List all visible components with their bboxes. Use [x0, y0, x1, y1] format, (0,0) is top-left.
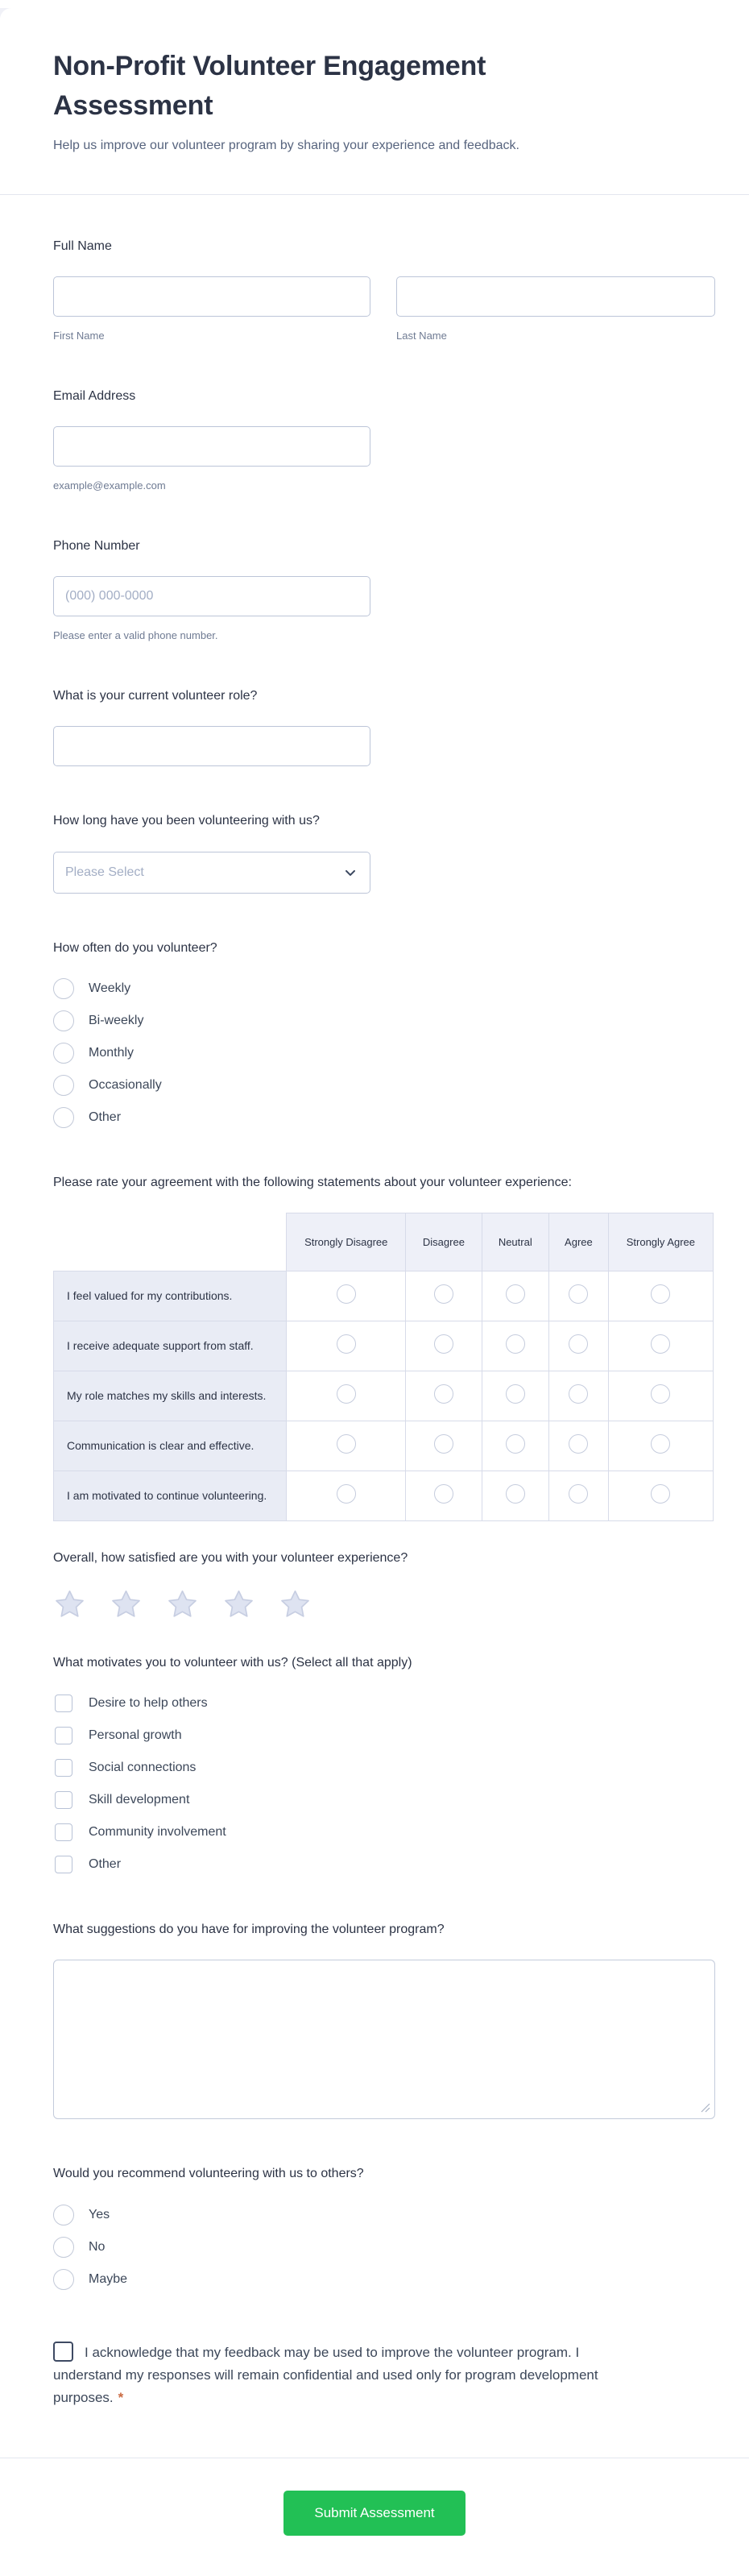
motivation-option-help-others[interactable]: [53, 1693, 715, 1714]
form-card: [0, 8, 749, 2576]
checkbox-icon[interactable]: [55, 1823, 72, 1841]
question-acknowledgement: [53, 2342, 609, 2409]
matrix-cell[interactable]: [482, 1271, 549, 1321]
tenure-label: How long have you been volunteering with us?: [53, 814, 320, 828]
option-label: Bi-weekly: [89, 1013, 144, 1027]
frequency-label: How often do you volunteer?: [53, 940, 217, 955]
star-icon[interactable]: [110, 1588, 143, 1621]
full-name-label: Full Name: [53, 239, 112, 253]
matrix-cell[interactable]: [482, 1371, 549, 1421]
radio-icon[interactable]: [434, 1384, 453, 1404]
option-label: Weekly: [89, 981, 131, 995]
first-name-input[interactable]: [53, 276, 370, 317]
matrix-cell[interactable]: [608, 1321, 713, 1371]
matrix-cell[interactable]: [549, 1421, 609, 1471]
motivation-options: [53, 1693, 715, 1875]
matrix-row-label: I am motivated to continue volunteering.: [54, 1471, 287, 1520]
matrix-cell[interactable]: [287, 1271, 406, 1321]
radio-icon[interactable]: [53, 2237, 74, 2258]
checkbox-icon[interactable]: [55, 1856, 72, 1873]
acknowledgement-text: I acknowledge that my feedback may be used to improve the volunteer program. I understand my responses will remain confidential and used only for program development purposes.: [53, 2344, 598, 2405]
option-label: Monthly: [89, 1045, 134, 1060]
matrix-col-header: Disagree: [406, 1213, 482, 1271]
email-sublabel: example@example.com: [53, 479, 166, 492]
radio-icon[interactable]: [53, 1043, 74, 1064]
matrix-row-label: My role matches my skills and interests.: [54, 1371, 287, 1421]
radio-icon[interactable]: [569, 1284, 588, 1304]
matrix-col-header: Strongly Agree: [608, 1213, 713, 1271]
question-motivation: [53, 1653, 715, 1875]
radio-icon[interactable]: [651, 1284, 670, 1304]
recommend-options: [53, 2205, 715, 2290]
motivation-option-social-connections[interactable]: [53, 1757, 715, 1778]
form-header: [0, 8, 749, 194]
radio-icon[interactable]: [569, 1334, 588, 1354]
star-icon[interactable]: [166, 1588, 199, 1621]
form-subtitle: Help us improve our volunteer program by sharing your experience and feedback.: [53, 138, 519, 152]
matrix-cell[interactable]: [287, 1421, 406, 1471]
matrix-cell[interactable]: [406, 1271, 482, 1321]
option-label: Maybe: [89, 2271, 128, 2286]
checkbox-icon[interactable]: [55, 1727, 72, 1744]
suggestions-textarea[interactable]: [53, 1960, 715, 2119]
radio-icon[interactable]: [569, 1384, 588, 1404]
phone-sublabel: Please enter a valid phone number.: [53, 629, 218, 642]
question-email: [53, 387, 715, 492]
matrix-header-row: [54, 1213, 714, 1271]
matrix-cell[interactable]: [287, 1371, 406, 1421]
radio-icon[interactable]: [434, 1484, 453, 1504]
matrix-row-label: Communication is clear and effective.: [54, 1421, 287, 1471]
radio-icon[interactable]: [569, 1484, 588, 1504]
last-name-input[interactable]: [396, 276, 715, 317]
radio-icon[interactable]: [53, 1010, 74, 1031]
matrix-col-header: Strongly Disagree: [287, 1213, 406, 1271]
star-icon[interactable]: [279, 1588, 312, 1621]
submit-button[interactable]: Submit Assessment: [283, 2491, 466, 2536]
matrix-cell[interactable]: [287, 1321, 406, 1371]
matrix-row-label: I receive adequate support from staff.: [54, 1321, 287, 1371]
radio-icon[interactable]: [506, 1484, 525, 1504]
matrix-cell[interactable]: [608, 1371, 713, 1421]
question-satisfaction: [53, 1549, 715, 1621]
chevron-down-icon: [342, 865, 358, 881]
question-agreement-matrix: [53, 1173, 715, 1521]
option-label: Other: [89, 1110, 122, 1124]
matrix-cell[interactable]: [482, 1321, 549, 1371]
first-name-col: [53, 276, 370, 342]
matrix-cell[interactable]: [482, 1471, 549, 1520]
recommend-option-no[interactable]: [53, 2237, 715, 2258]
acknowledgement-checkbox[interactable]: [53, 2342, 73, 2362]
option-label: No: [89, 2239, 106, 2254]
frequency-options: [53, 978, 715, 1128]
matrix-cell[interactable]: [406, 1371, 482, 1421]
option-label: Other: [89, 1857, 122, 1872]
frequency-option-biweekly[interactable]: [53, 1010, 715, 1031]
frequency-option-occasionally[interactable]: [53, 1075, 715, 1096]
radio-icon[interactable]: [434, 1284, 453, 1304]
matrix-corner-cell: [54, 1213, 287, 1271]
star-rating: [53, 1588, 715, 1621]
volunteer-role-label: What is your current volunteer role?: [53, 689, 258, 703]
radio-icon[interactable]: [651, 1334, 670, 1354]
question-volunteer-role: [53, 687, 715, 766]
radio-icon[interactable]: [434, 1334, 453, 1354]
email-input[interactable]: [53, 426, 370, 467]
suggestions-textarea-wrap: [53, 1960, 715, 2119]
motivation-option-personal-growth[interactable]: [53, 1725, 715, 1746]
radio-icon[interactable]: [53, 2269, 74, 2290]
form-title: Non-Profit Volunteer Engagement Assessment: [53, 51, 486, 122]
option-label: Social connections: [89, 1761, 197, 1775]
question-frequency: [53, 939, 715, 1128]
option-label: Personal growth: [89, 1728, 182, 1743]
first-name-sublabel: First Name: [53, 329, 105, 342]
full-name-row: [53, 276, 715, 342]
motivation-option-skill-development[interactable]: [53, 1790, 715, 1811]
required-asterisk: *: [118, 2389, 124, 2405]
matrix-cell[interactable]: [549, 1471, 609, 1520]
radio-icon[interactable]: [337, 1284, 356, 1304]
matrix-row: [54, 1371, 714, 1421]
matrix-cell[interactable]: [287, 1471, 406, 1520]
agreement-matrix-table: [53, 1213, 714, 1521]
motivation-label: What motivates you to volunteer with us? (Select all that apply): [53, 1656, 412, 1670]
recommend-option-yes[interactable]: [53, 2205, 715, 2225]
last-name-sublabel: Last Name: [396, 329, 447, 342]
question-phone: [53, 537, 715, 641]
phone-label: Phone Number: [53, 538, 140, 553]
checkbox-icon[interactable]: [55, 1791, 72, 1809]
page-background: [0, 8, 749, 2576]
radio-icon[interactable]: [337, 1334, 356, 1354]
option-label: Desire to help others: [89, 1696, 208, 1711]
matrix-row: [54, 1271, 714, 1321]
radio-icon[interactable]: [434, 1434, 453, 1454]
volunteer-role-input[interactable]: [53, 726, 370, 766]
star-icon[interactable]: [222, 1588, 255, 1621]
radio-icon[interactable]: [569, 1434, 588, 1454]
option-label: Community involvement: [89, 1825, 226, 1840]
matrix-cell[interactable]: [549, 1321, 609, 1371]
motivation-option-other[interactable]: [53, 1854, 715, 1875]
matrix-cell[interactable]: [608, 1421, 713, 1471]
radio-icon[interactable]: [506, 1334, 525, 1354]
question-suggestions: [53, 1920, 715, 2119]
matrix-row: [54, 1471, 714, 1520]
last-name-col: [396, 276, 715, 342]
email-label: Email Address: [53, 388, 136, 403]
matrix-cell[interactable]: [482, 1421, 549, 1471]
radio-icon[interactable]: [651, 1384, 670, 1404]
phone-input[interactable]: [53, 576, 370, 616]
radio-icon[interactable]: [506, 1434, 525, 1454]
matrix-col-header: Agree: [549, 1213, 609, 1271]
suggestions-label: What suggestions do you have for improving the volunteer program?: [53, 1923, 445, 1937]
frequency-option-weekly[interactable]: [53, 978, 715, 999]
form-footer: [0, 2458, 749, 2576]
matrix-cell[interactable]: [549, 1371, 609, 1421]
tenure-select-placeholder: Please Select: [65, 865, 144, 879]
recommend-option-maybe[interactable]: [53, 2269, 715, 2290]
radio-icon[interactable]: [651, 1484, 670, 1504]
radio-icon[interactable]: [53, 1075, 74, 1096]
radio-icon[interactable]: [506, 1384, 525, 1404]
frequency-option-monthly[interactable]: [53, 1043, 715, 1064]
option-label: Skill development: [89, 1793, 190, 1807]
matrix-row-label: I feel valued for my contributions.: [54, 1271, 287, 1321]
radio-icon[interactable]: [337, 1484, 356, 1504]
matrix-row: [54, 1421, 714, 1471]
radio-icon[interactable]: [53, 2205, 74, 2225]
radio-icon[interactable]: [337, 1384, 356, 1404]
matrix-label: Please rate your agreement with the following statements about your volunteer experience:: [53, 1175, 572, 1189]
radio-icon[interactable]: [651, 1434, 670, 1454]
question-tenure: [53, 811, 715, 893]
satisfaction-label: Overall, how satisfied are you with your volunteer experience?: [53, 1550, 408, 1565]
matrix-cell[interactable]: [406, 1421, 482, 1471]
matrix-cell[interactable]: [608, 1271, 713, 1321]
radio-icon[interactable]: [337, 1434, 356, 1454]
recommend-label: Would you recommend volunteering with us to others?: [53, 2167, 364, 2181]
matrix-cell[interactable]: [549, 1271, 609, 1321]
question-recommend: [53, 2164, 715, 2289]
motivation-option-community-involvement[interactable]: [53, 1822, 715, 1843]
matrix-row: [54, 1321, 714, 1371]
checkbox-icon[interactable]: [55, 1759, 72, 1777]
radio-icon[interactable]: [53, 1107, 74, 1128]
checkbox-icon[interactable]: [55, 1695, 72, 1712]
tenure-select[interactable]: [53, 852, 370, 894]
form-body: [0, 195, 749, 2458]
matrix-cell[interactable]: [406, 1321, 482, 1371]
matrix-cell[interactable]: [406, 1471, 482, 1520]
matrix-col-header: Neutral: [482, 1213, 549, 1271]
star-icon[interactable]: [53, 1588, 86, 1621]
option-label: Yes: [89, 2207, 110, 2221]
matrix-cell[interactable]: [608, 1471, 713, 1520]
question-full-name: [53, 237, 715, 342]
radio-icon[interactable]: [506, 1284, 525, 1304]
option-label: Occasionally: [89, 1077, 162, 1092]
radio-icon[interactable]: [53, 978, 74, 999]
frequency-option-other[interactable]: [53, 1107, 715, 1128]
